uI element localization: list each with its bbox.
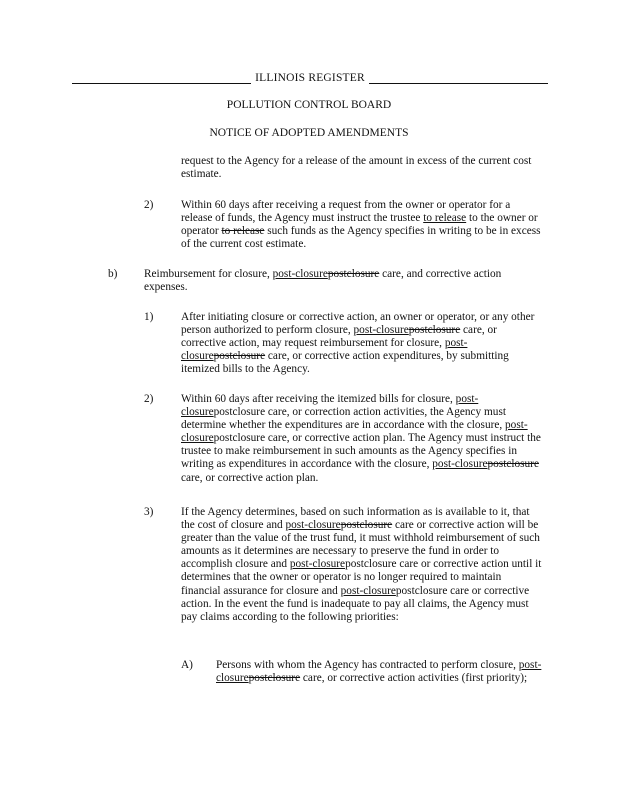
notice-title: NOTICE OF ADOPTED AMENDMENTS	[209, 127, 409, 139]
inserted-text: post-closure	[272, 268, 328, 280]
inserted-text: post-closure	[181, 393, 479, 419]
deleted-text: postclosure	[408, 324, 461, 337]
inserted-text: post-closure	[289, 558, 346, 571]
deleted-text: postclosure	[327, 268, 380, 280]
register-header	[72, 72, 548, 88]
inserted-text: post-closure	[285, 519, 341, 532]
deleted-text: postclosure	[340, 519, 393, 532]
inserted-text: to release	[423, 212, 467, 225]
item-label: 1)	[144, 311, 154, 323]
inserted-text: post-closure	[181, 337, 468, 363]
paragraph-b: Reimbursement for closure, post-closurepostclosure care, and corrective action expenses.	[144, 268, 502, 294]
paragraph-b1: After initiating closure or corrective action, an owner or operator, or any other person authorized to perform closure, post-closurepostclosure care, or corrective action, may request reimbursement for closure, post-closurepostclosure care, or corrective action expenditures, by submitting itemized bills to the Agency.	[181, 311, 535, 376]
item-label: A)	[181, 659, 193, 671]
deleted-text: to release	[221, 225, 265, 238]
paragraph-a2: Within 60 days after receiving a request from the owner or operator for a release of funds, the Agency must instruct the trustee to release to the owner or operator to release such funds as the Agency specifies in writing to be in excess of the current cost estimate.	[181, 199, 541, 251]
inserted-text: post-closure	[340, 584, 396, 597]
item-label: 2)	[144, 393, 154, 405]
item-label: 3)	[144, 506, 154, 518]
deleted-text: postclosure	[248, 672, 301, 685]
board-title: POLLUTION CONTROL BOARD	[226, 99, 392, 111]
deleted-text: postclosure	[487, 458, 539, 471]
register-title: ILLINOIS REGISTER	[251, 72, 369, 84]
inserted-text: post-closure	[432, 458, 488, 471]
paragraph-b3: If the Agency determines, based on such information as is available to it, that the cost of closure and post-closurepostclosure care or corrective action will be greater than the value of the trust fund, it must withhold reimbursement of such amounts as it determines are necessary to preserve the fund in order to accomplish closure and post-closurepostclosure care or corrective action until it determines that the owner or operator is no longer required to maintain financial assurance for closure and post-closurepostclosure care or corrective action. In the event the fund is inadequate to pay all claims, the Agency must pay claims according to the following priorities:	[181, 506, 542, 623]
paragraph-b2: Within 60 days after receiving the itemized bills for closure, post-closurepostclosure care, or correction action activities, the Agency must determine whether the expenditures are in accordance with the closure, post-closurepostclosure care, or corrective action plan. The Agency must instruct the trustee to make reimbursement in such amounts as the Agency specifies in writing as expenditures in accordance with the closure, post-closurepostclosure care, or corrective action plan.	[181, 393, 541, 484]
paragraph-b3a: Persons with whom the Agency has contracted to perform closure, post-closurepostclosure care, or corrective action activities (first priority);	[216, 659, 542, 685]
deleted-text: postclosure	[213, 350, 266, 363]
section-label: b)	[108, 268, 118, 280]
inserted-text: post-closure	[181, 419, 528, 445]
inserted-text: post-closure	[353, 324, 409, 337]
inserted-text: post-closure	[216, 659, 542, 685]
continuation-paragraph: request to the Agency for a release of the amount in excess of the current cost estimate.	[181, 155, 532, 181]
item-label: 2)	[144, 199, 154, 211]
